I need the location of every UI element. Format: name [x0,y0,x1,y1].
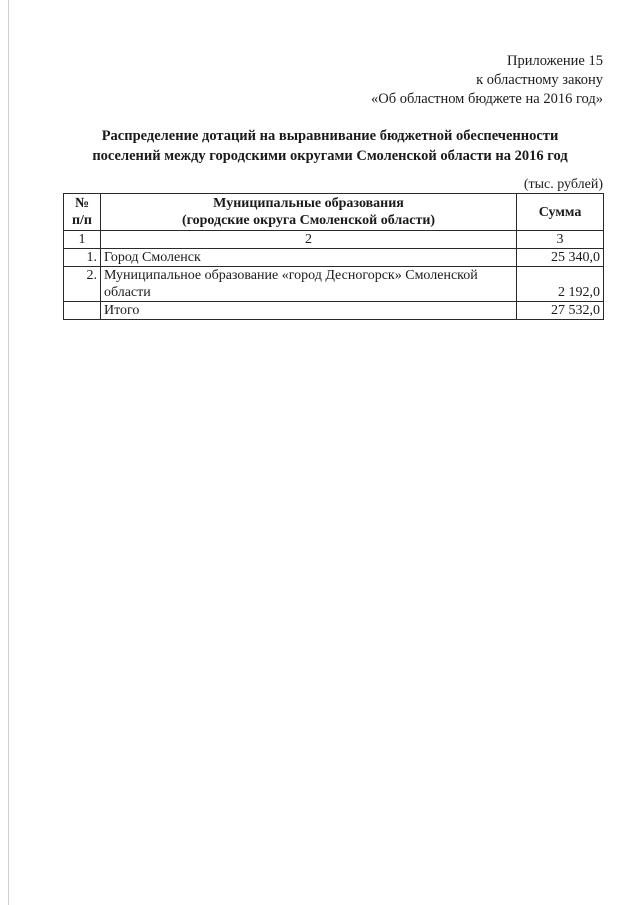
table-row [64,249,604,267]
header-name-line-2: (городские округа Смоленской области) [181,213,436,228]
header-municipalities [100,194,516,231]
total-num [64,302,101,320]
col-number-2: 2 [100,231,516,249]
row-name-line-2: области [103,285,151,300]
annex-law-ref: к областному закону [476,72,603,88]
row-name: Город Смоленск [100,249,516,267]
row-name-line-1: Муниципальное образование «город Десногорск» Смоленской [103,268,478,283]
annex-block [371,52,603,109]
subsidy-table [63,193,604,320]
title-line-1: Распределение дотаций на выравнивание бюджетной обеспеченности [101,128,559,144]
row-num: 1. [64,249,101,267]
col-number-1: 1 [64,231,101,249]
table-row [64,267,604,302]
header-name-line-1: Муниципальные образования [213,196,404,211]
table-header-row [64,194,604,231]
row-sum: 2 192,0 [517,267,604,302]
total-label: Итого [100,302,516,320]
header-sum: Сумма [517,194,604,231]
title-line-2: поселений между городскими округами Смоленской области на 2016 год [92,148,568,164]
column-numbering-row [64,231,604,249]
total-sum: 27 532,0 [517,302,604,320]
units-label: (тыс. рублей) [523,177,603,192]
annex-number: Приложение 15 [507,53,603,69]
annex-law-title: «Об областном бюджете на 2016 год» [371,91,603,107]
table-total-row [64,302,604,320]
header-num [64,194,101,231]
header-num-abbr: п/п [71,213,92,228]
header-num-symbol: № [74,196,90,211]
row-sum: 25 340,0 [517,249,604,267]
row-name [100,267,516,302]
scan-edge-line [8,0,9,905]
col-number-3: 3 [517,231,604,249]
row-num: 2. [64,267,101,302]
document-title [60,126,600,166]
